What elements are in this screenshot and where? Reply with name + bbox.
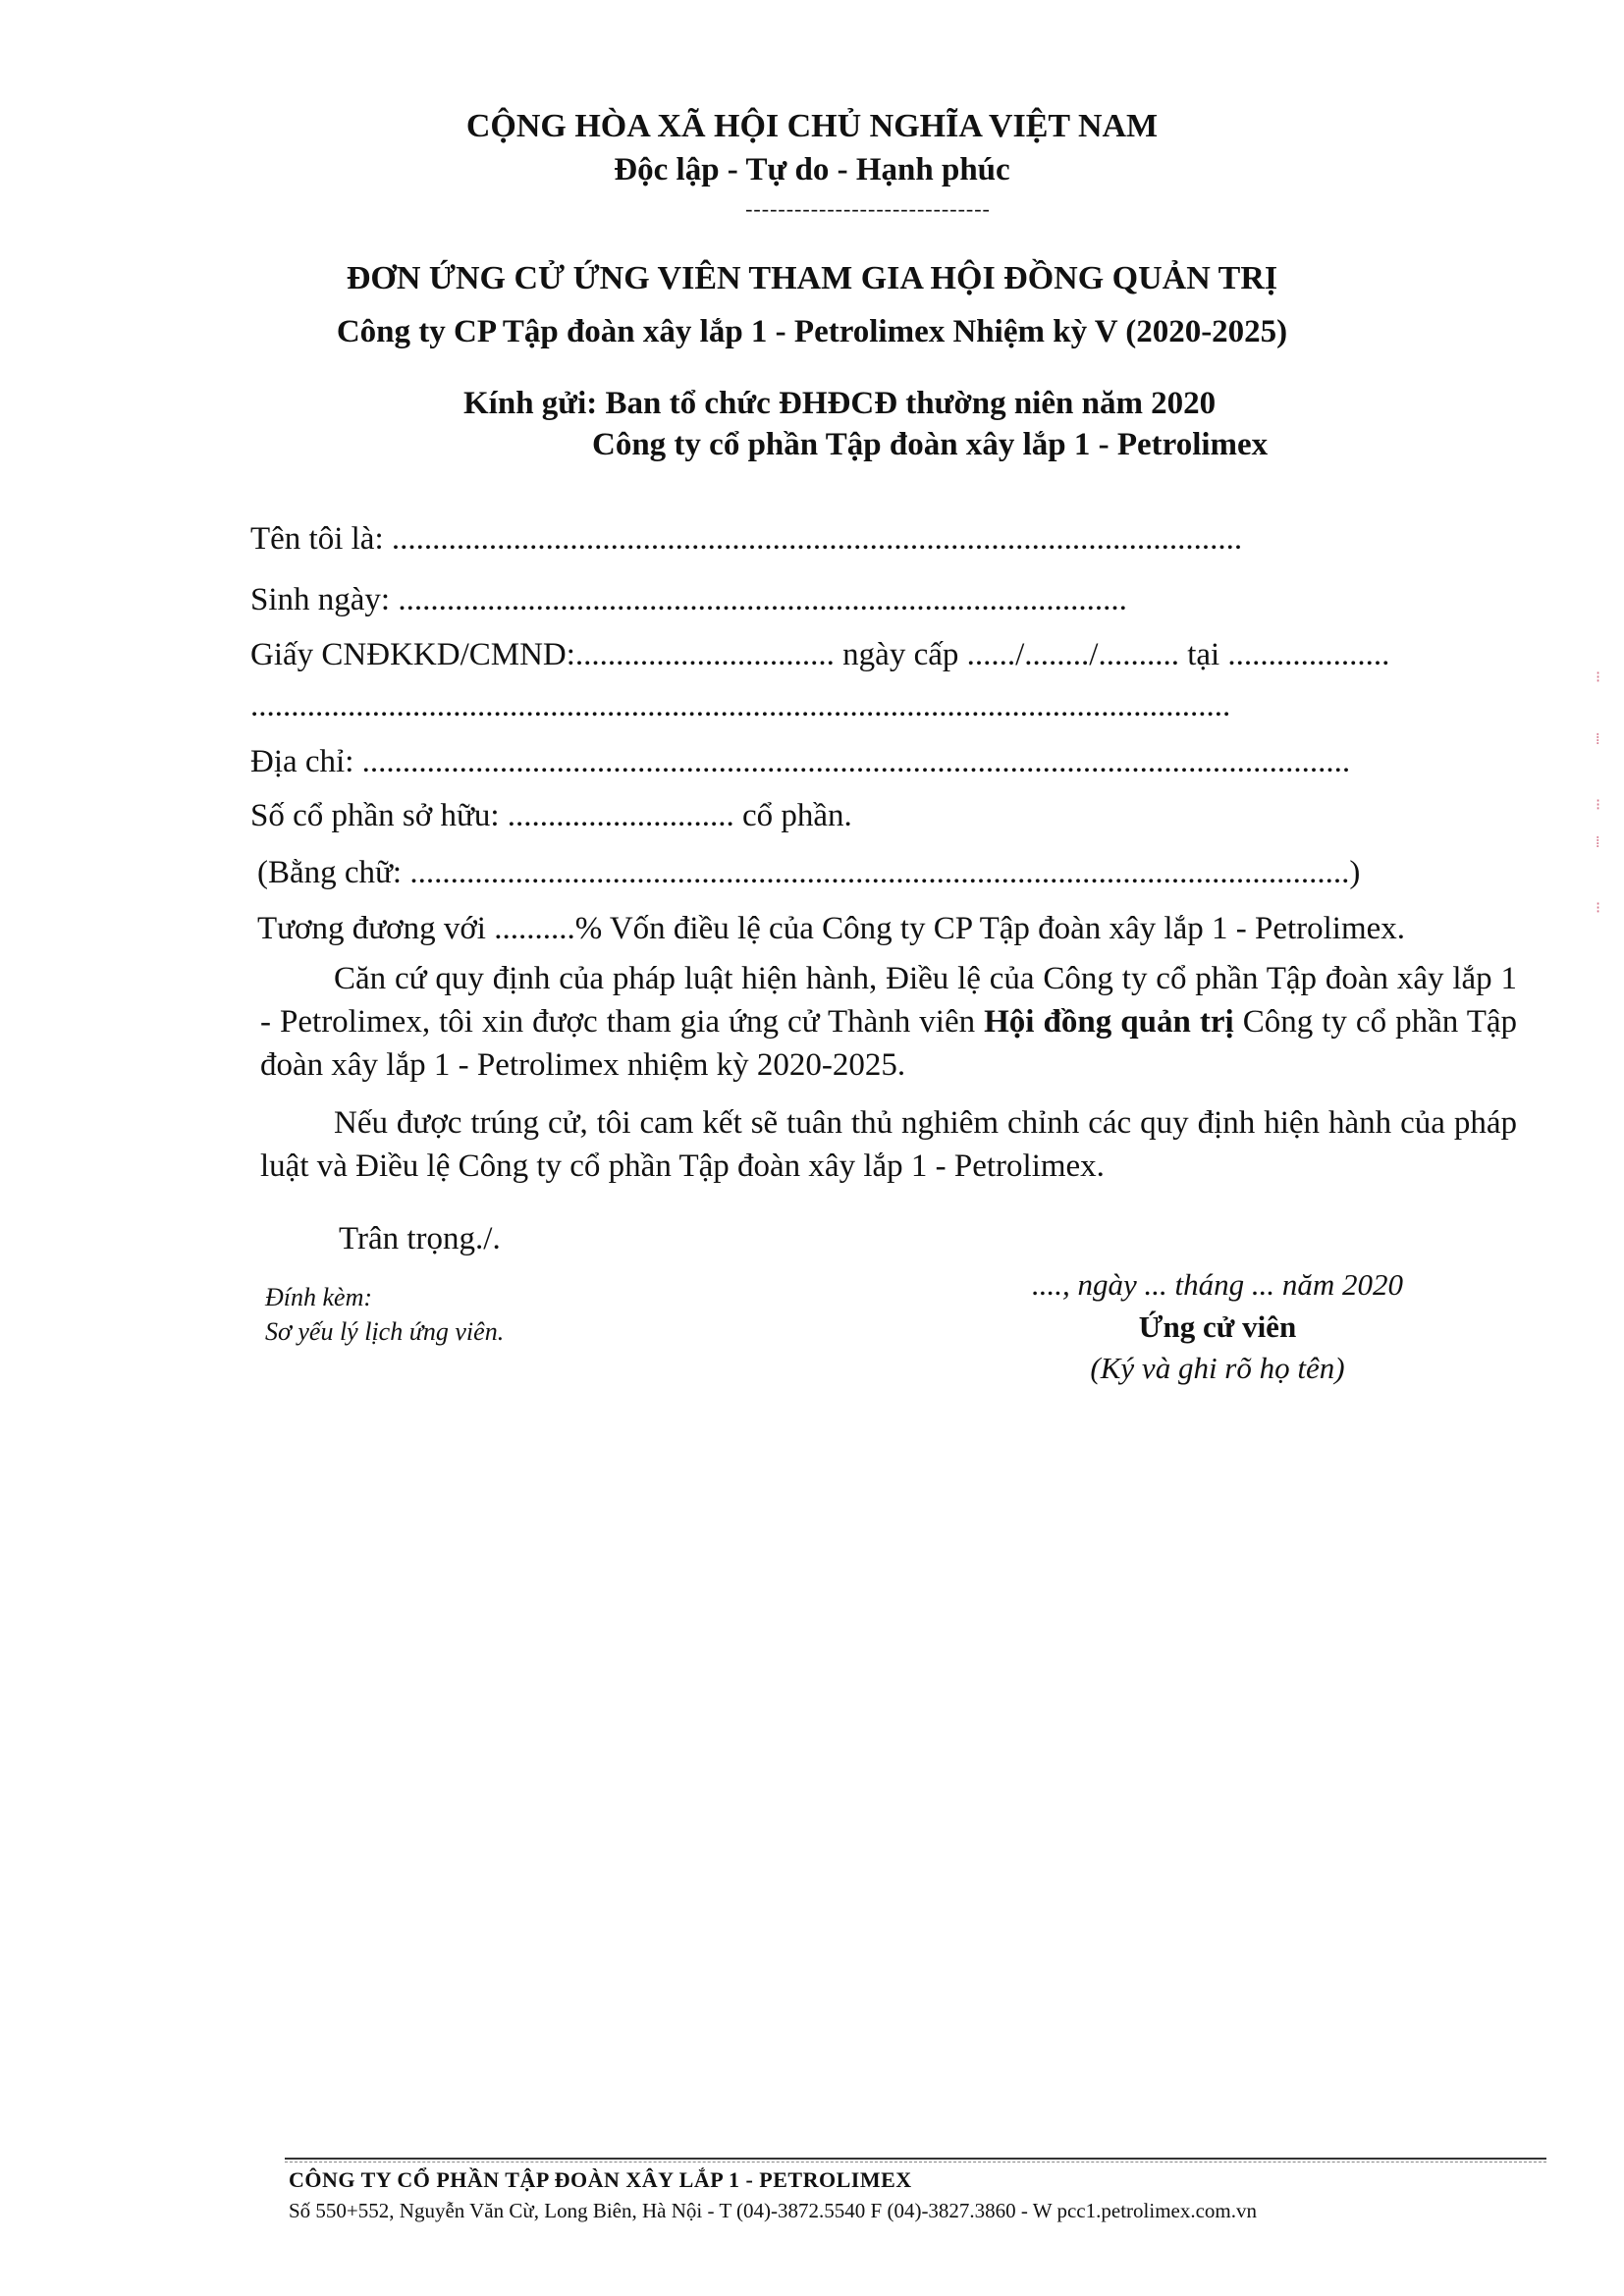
- header-divider: ------------------------------: [745, 196, 991, 221]
- id-card-continuation: .........................................................................................................................: [250, 688, 1231, 723]
- footer-divider-dashed: [285, 2162, 1546, 2163]
- shares-in-words-field: (Bằng chữ: ....................................................................................................................): [257, 855, 1361, 890]
- dob-field: Sinh ngày: ..........................................................................................: [250, 582, 1127, 617]
- national-motto: Độc lập - Tự do - Hạnh phúc: [614, 152, 1010, 187]
- addressee-line-2: Công ty cổ phần Tập đoàn xây lắp 1 - Petrolimex: [592, 427, 1269, 462]
- signature-role: Ứng cử viên: [1138, 1309, 1297, 1344]
- margin-stamp-mark: ⁝: [1596, 669, 1601, 686]
- body-paragraph-1: [260, 957, 1517, 1087]
- margin-stamp-mark: ⁞: [1596, 834, 1600, 851]
- signature-note: (Ký và ghi rõ họ tên): [1090, 1351, 1345, 1385]
- address-field: Địa chỉ: ..........................................................................................................................: [250, 744, 1351, 779]
- signature-date: ...., ngày ... tháng ... năm 2020: [1031, 1267, 1403, 1302]
- footer-divider: [285, 2158, 1546, 2160]
- document-subtitle: Công ty CP Tập đoàn xây lắp 1 - Petrolimex Nhiệm kỳ V (2020-2025): [336, 314, 1288, 349]
- para1-text-end: Công ty cổ phần Tập đoàn xây lắp 1 - Petrolimex nhiệm kỳ 2020-2025.: [260, 1004, 1517, 1083]
- id-card-field: Giấy CNĐKKD/CMND:................................ ngày cấp ....../......../.......... tại ....................: [250, 637, 1390, 672]
- margin-stamp-mark: ⁝: [1596, 797, 1601, 814]
- attachment-label: Đính kèm:: [265, 1283, 373, 1311]
- footer-contact-info: Số 550+552, Nguyễn Văn Cừ, Long Biên, Hà Nội - T (04)-3872.5540 F (04)-3827.3860 - W pcc1.petrolimex.com.vn: [289, 2199, 1258, 2222]
- closing-remark: Trân trọng./.: [339, 1221, 501, 1256]
- name-field: Tên tôi là: .........................................................................................................: [250, 521, 1243, 557]
- footer-company-name: CÔNG TY CỔ PHẦN TẬP ĐOÀN XÂY LẮP 1 - PETROLIMEX: [289, 2167, 912, 2192]
- national-title: CỘNG HÒA XÃ HỘI CHỦ NGHĨA VIỆT NAM: [465, 108, 1159, 144]
- addressee-line-1: Kính gửi: Ban tổ chức ĐHĐCĐ thường niên năm 2020: [463, 386, 1217, 421]
- para2-text: Nếu được trúng cử, tôi cam kết sẽ tuân thủ nghiêm chỉnh các quy định hiện hành của pháp luật và Điều lệ Công ty cổ phần Tập đoàn xây lắp 1 - Petrolimex.: [260, 1105, 1517, 1184]
- margin-stamp-mark: ⁞: [1596, 731, 1600, 748]
- shares-field: Số cổ phần sở hữu: ............................ cổ phần.: [250, 798, 852, 833]
- equivalent-capital-field: Tương đương với ..........% Vốn điều lệ của Công ty CP Tập đoàn xây lắp 1 - Petrolimex.: [257, 911, 1406, 946]
- para1-text-bold: Hội đồng quản trị: [984, 1004, 1234, 1040]
- para1-text-start: Căn cứ quy định của pháp luật hiện hành, Điều lệ của Công ty cổ phần Tập đoàn xây lắp 1 - Petrolimex, tôi xin được tham gia ứng cử Thành viên: [260, 961, 1517, 1040]
- margin-stamp-mark: ⁝: [1596, 900, 1601, 917]
- attachment-item: Sơ yếu lý lịch ứng viên.: [265, 1317, 505, 1346]
- document-title: ĐƠN ỨNG CỬ ỨNG VIÊN THAM GIA HỘI ĐỒNG QUẢN TRỊ: [346, 260, 1278, 296]
- body-paragraph-2: [260, 1101, 1517, 1188]
